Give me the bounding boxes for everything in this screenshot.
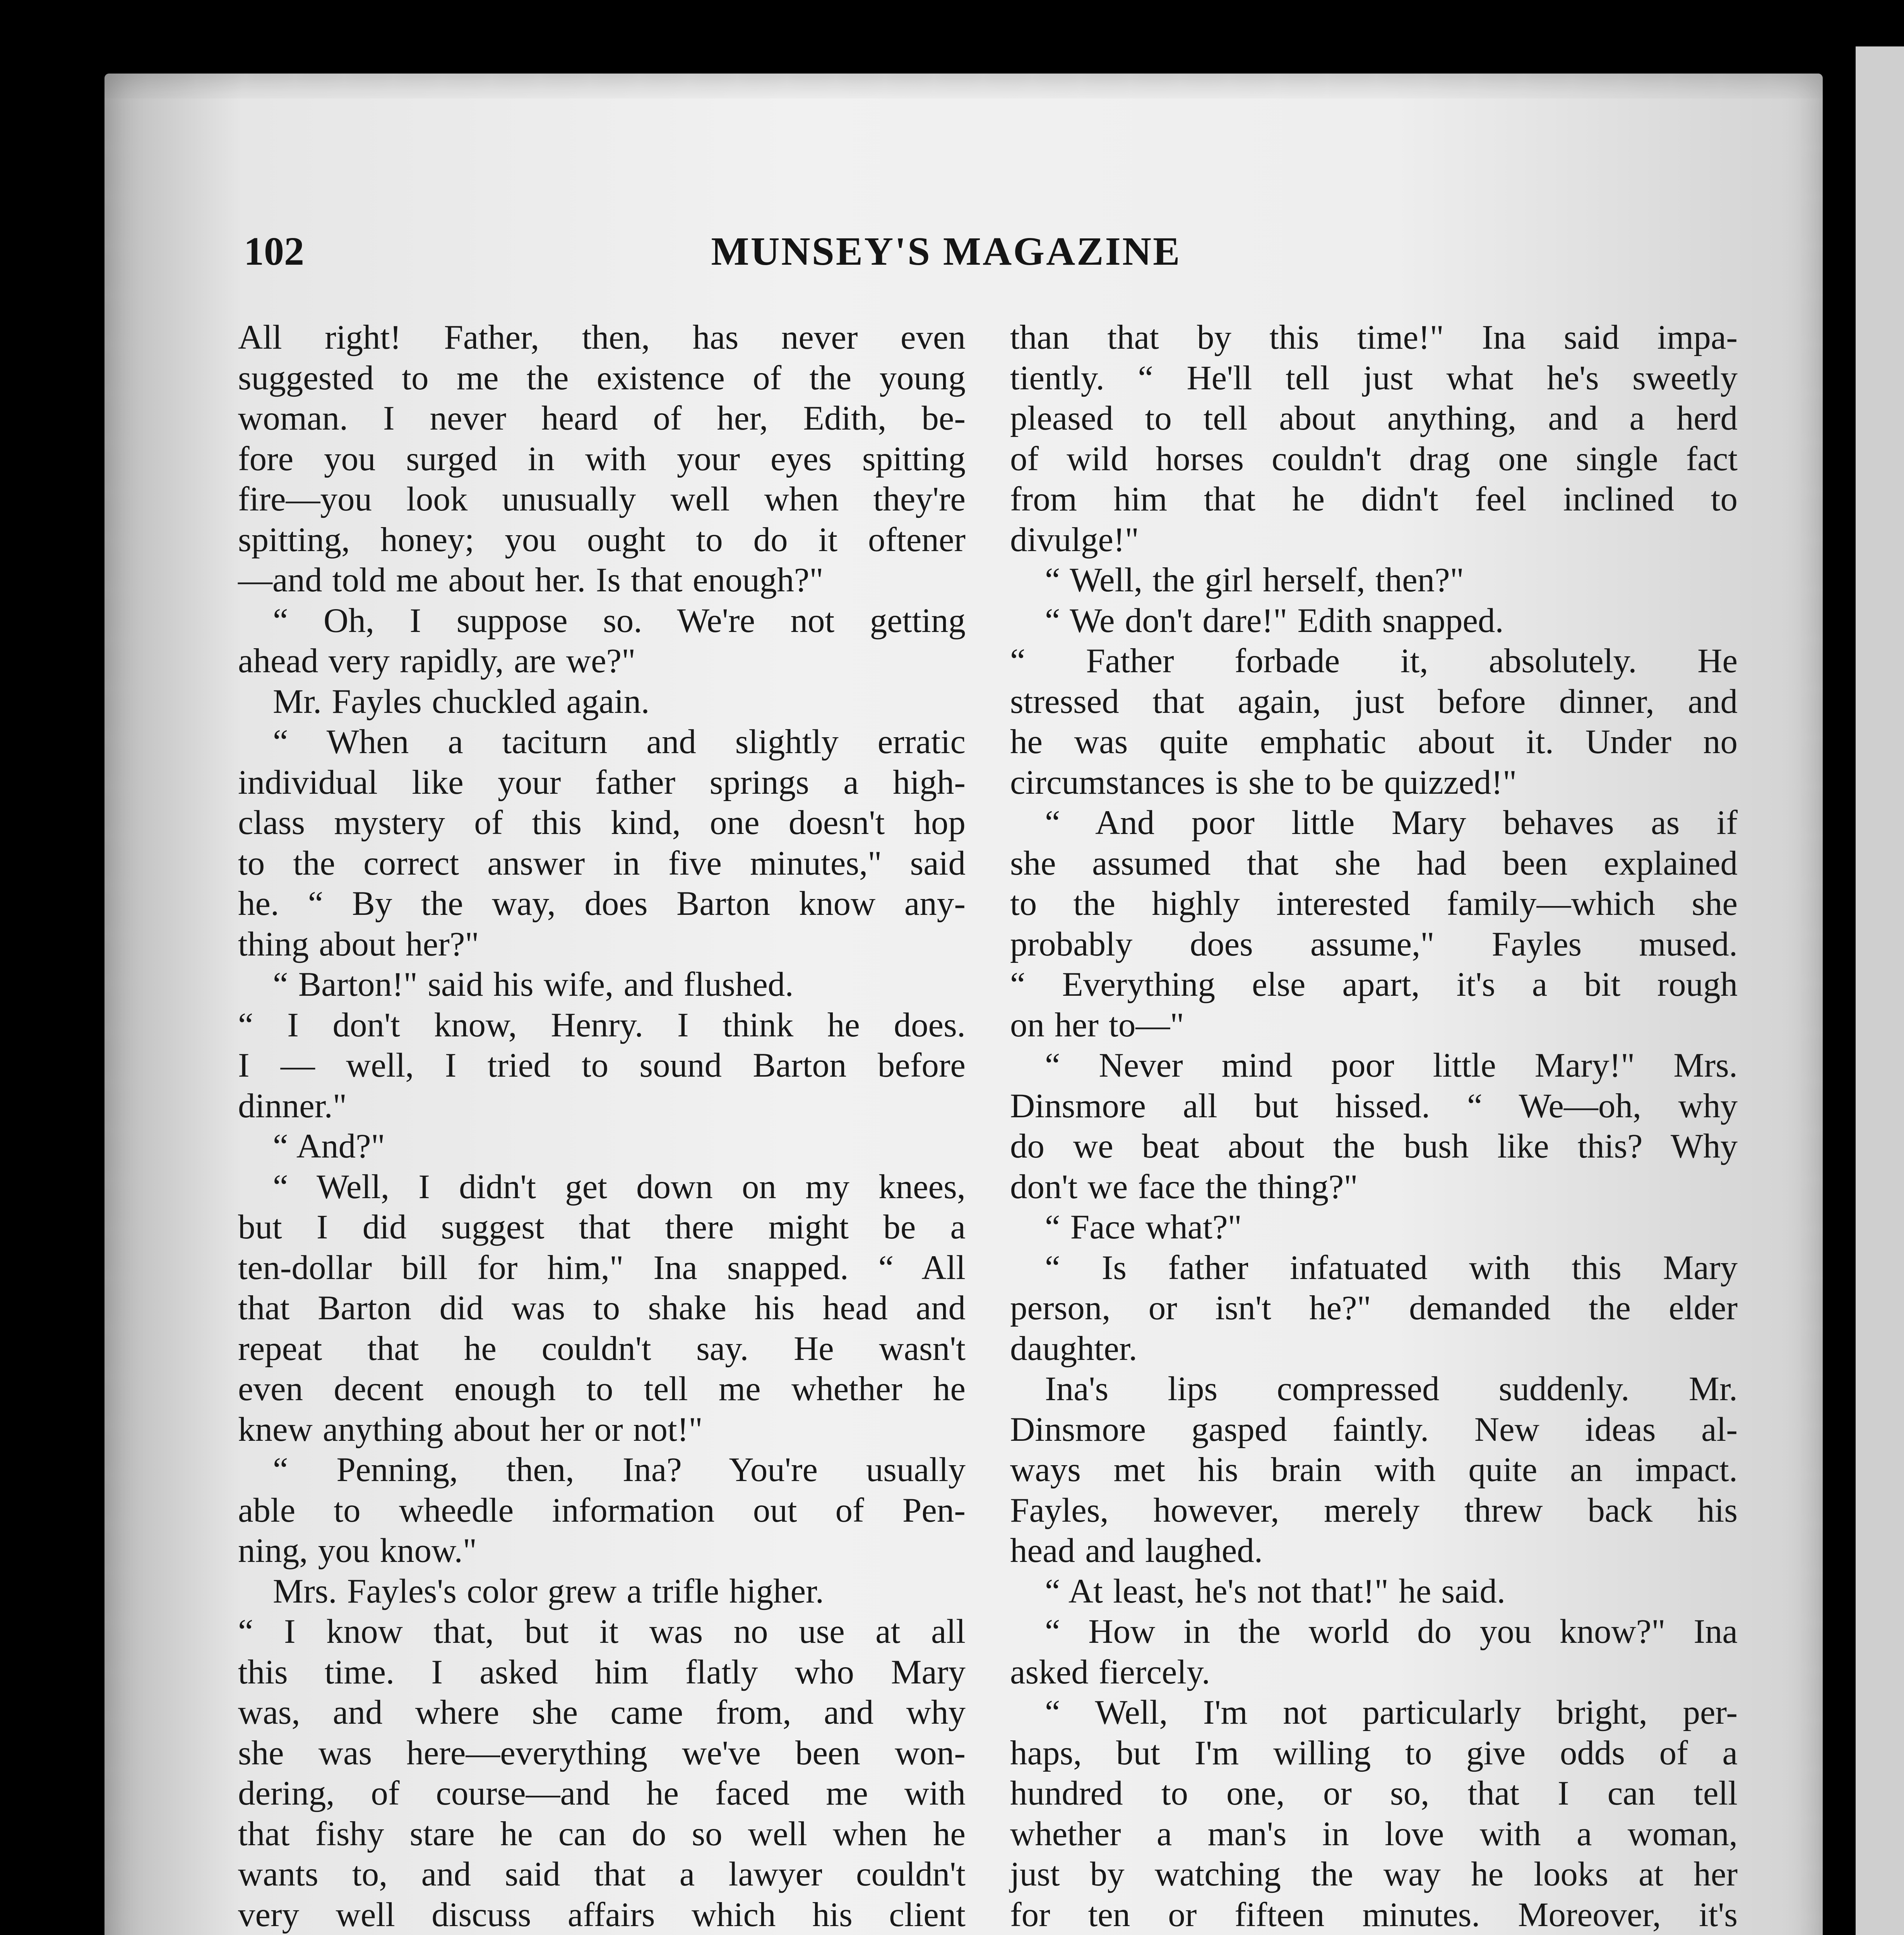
text-line: fore you surged in with your eyes spitting: [238, 440, 966, 478]
left-text-column: [238, 317, 966, 1935]
text-line: “ Well, I'm not particularly bright, per-: [1045, 1694, 1738, 1731]
text-line: she was here—everything we've been won-: [238, 1734, 966, 1772]
text-line: but I did suggest that there might be a: [238, 1208, 966, 1246]
text-line: she assumed that she had been explained: [1010, 844, 1738, 882]
text-line: Dinsmore all but hissed. “ We—oh, why: [1010, 1087, 1738, 1125]
text-line: “ Well, the girl herself, then?": [1045, 561, 1464, 599]
text-line: fire—you look unusually well when they're: [238, 480, 966, 518]
text-line: “ Penning, then, Ina? You're usually: [273, 1451, 966, 1489]
text-line: he. “ By the way, does Barton know any-: [238, 885, 966, 923]
text-line: Mr. Fayles chuckled again.: [273, 682, 650, 721]
text-line: spitting, honey; you ought to do it oftener: [238, 521, 966, 559]
text-line: circumstances is she to be quizzed!": [1010, 763, 1517, 801]
facing-page-edge: [1856, 46, 1904, 1935]
text-line: “ I know that, but it was no use at all: [238, 1613, 966, 1651]
text-line: “ Well, I didn't get down on my knees,: [273, 1168, 966, 1206]
text-line: that Barton did was to shake his head and: [238, 1289, 966, 1327]
right-text-column: [1010, 317, 1738, 1935]
text-line: “ Everything else apart, it's a bit rough: [1010, 966, 1738, 1003]
text-line: he was quite emphatic about it. Under no: [1010, 723, 1738, 761]
text-line: able to wheedle information out of Pen-: [238, 1491, 966, 1529]
text-line: divulge!": [1010, 521, 1139, 559]
text-line: “ We don't dare!" Edith snapped.: [1045, 601, 1504, 640]
text-line: ning, you know.": [238, 1532, 477, 1570]
text-line: ways met his brain with quite an impact.: [1010, 1451, 1738, 1489]
text-line: woman. I never heard of her, Edith, be-: [238, 399, 966, 437]
text-line: very well discuss affairs which his client: [238, 1896, 966, 1934]
page-header: [244, 228, 1649, 290]
text-line: —and told me about her. Is that enough?": [238, 561, 824, 599]
text-line: probably does assume," Fayles mused.: [1010, 925, 1738, 963]
text-line: “ When a taciturn and slightly erratic: [273, 723, 966, 761]
text-line: tiently. “ He'll tell just what he's sweetly: [1010, 359, 1738, 397]
running-head: MUNSEY'S MAGAZINE: [711, 229, 1181, 274]
text-line: “ Oh, I suppose so. We're not getting: [273, 601, 966, 640]
text-line: repeat that he couldn't say. He wasn't: [238, 1329, 966, 1368]
text-line: Dinsmore gasped faintly. New ideas al-: [1010, 1410, 1738, 1449]
text-line: Fayles, however, merely threw back his: [1010, 1491, 1738, 1529]
text-line: “ Never mind poor little Mary!" Mrs.: [1045, 1046, 1738, 1084]
text-line: ahead very rapidly, are we?": [238, 642, 636, 680]
text-line: just by watching the way he looks at her: [1010, 1855, 1738, 1893]
text-line: for ten or fifteen minutes. Moreover, it's: [1010, 1896, 1738, 1934]
text-line: dinner.": [238, 1087, 347, 1125]
text-line: “ Is father infatuated with this Mary: [1045, 1248, 1738, 1287]
text-line: class mystery of this kind, one doesn't hop: [238, 804, 966, 842]
text-line: knew anything about her or not!": [238, 1410, 703, 1449]
text-line: I — well, I tried to sound Barton before: [238, 1046, 966, 1084]
text-line: wants to, and said that a lawyer couldn't: [238, 1855, 966, 1893]
text-line: individual like your father springs a high-: [238, 763, 966, 801]
text-line: of wild horses couldn't drag one single fact: [1010, 440, 1738, 478]
text-line: that fishy stare he can do so well when he: [238, 1815, 966, 1853]
text-line: “ And poor little Mary behaves as if: [1045, 804, 1738, 842]
text-line: “ And?": [273, 1127, 385, 1165]
text-line: on her to—": [1010, 1006, 1184, 1044]
text-line: to the correct answer in five minutes," said: [238, 844, 966, 882]
text-line: hundred to one, or so, that I can tell: [1010, 1774, 1738, 1812]
text-line: person, or isn't he?" demanded the elder: [1010, 1289, 1738, 1327]
text-line: “ Barton!" said his wife, and flushed.: [273, 966, 794, 1003]
text-line: pleased to tell about anything, and a herd: [1010, 399, 1738, 437]
text-line: head and laughed.: [1010, 1532, 1263, 1570]
text-line: “ At least, he's not that!" he said.: [1045, 1572, 1506, 1610]
text-line: don't we face the thing?": [1010, 1168, 1358, 1206]
text-line: “ How in the world do you know?" Ina: [1045, 1613, 1738, 1651]
text-line: “ I don't know, Henry. I think he does.: [238, 1006, 966, 1044]
text-line: “ Father forbade it, absolutely. He: [1010, 642, 1738, 680]
text-line: asked fiercely.: [1010, 1653, 1211, 1691]
text-line: All right! Father, then, has never even: [238, 319, 966, 356]
text-line: stressed that again, just before dinner, and: [1010, 682, 1738, 721]
text-line: to the highly interested family—which she: [1010, 885, 1738, 923]
text-line: this time. I asked him flatly who Mary: [238, 1653, 966, 1691]
text-line: suggested to me the existence of the young: [238, 359, 966, 397]
text-line: do we beat about the bush like this? Why: [1010, 1127, 1738, 1165]
text-line: dering, of course—and he faced me with: [238, 1774, 966, 1812]
text-line: was, and where she came from, and why: [238, 1694, 966, 1731]
text-line: thing about her?": [238, 925, 479, 963]
text-line: Ina's lips compressed suddenly. Mr.: [1045, 1370, 1738, 1408]
text-line: Mrs. Fayles's color grew a trifle higher.: [273, 1572, 824, 1610]
page-number: 102: [244, 229, 304, 274]
text-line: daughter.: [1010, 1329, 1137, 1368]
text-line: haps, but I'm willing to give odds of a: [1010, 1734, 1738, 1772]
text-line: even decent enough to tell me whether he: [238, 1370, 966, 1408]
text-line: from him that he didn't feel inclined to: [1010, 480, 1738, 518]
text-line: ten-dollar bill for him," Ina snapped. “ All: [238, 1248, 966, 1287]
text-line: than that by this time!" Ina said impa-: [1010, 319, 1738, 356]
text-line: “ Face what?": [1045, 1208, 1242, 1246]
text-line: whether a man's in love with a woman,: [1010, 1815, 1738, 1853]
